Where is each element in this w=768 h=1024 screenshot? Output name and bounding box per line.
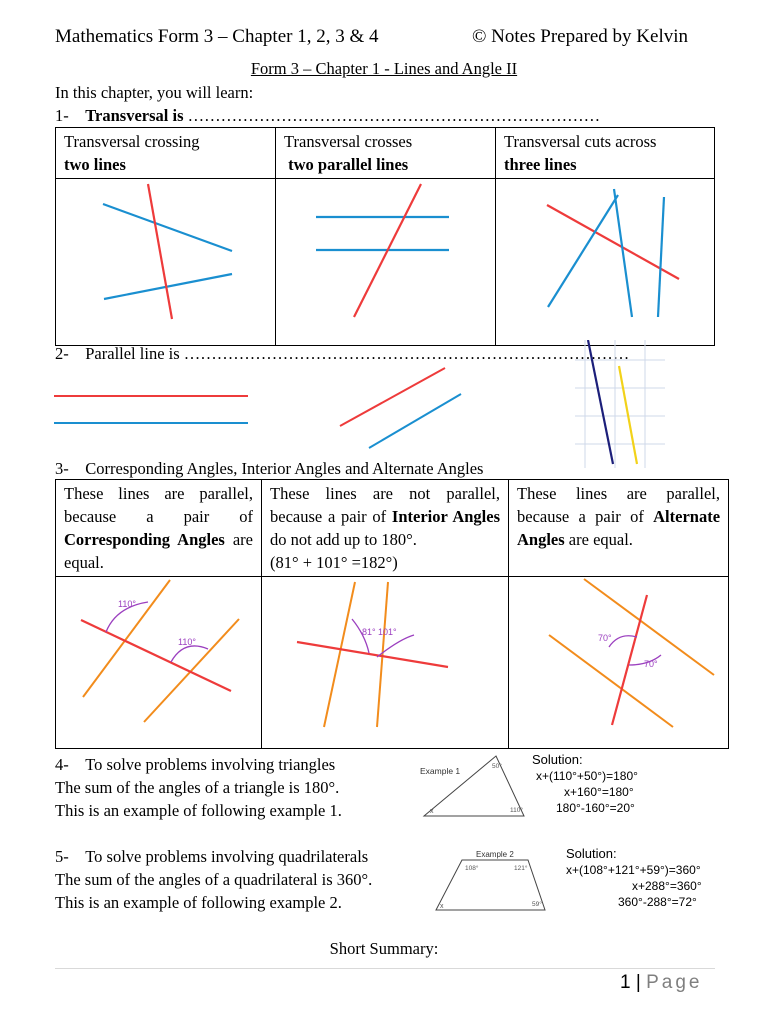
interior-figure-cell <box>262 577 509 749</box>
angle-label: 59° <box>532 901 542 908</box>
transversal-two-lines-figure <box>56 179 276 345</box>
item-3-heading: 3- Corresponding Angles, Interior Angles and Alternate Angles <box>55 459 484 478</box>
angle-label: 101° <box>378 627 397 637</box>
transversal-table <box>55 127 715 346</box>
table1-header-2: Transversal crosses two parallel lines <box>276 128 496 179</box>
solution-2: Solution: x+(108°+121°+59°)=360° x+288°=360° 360°-288°=72° <box>566 846 702 909</box>
item-1-heading: 1- Transversal is ………………………………………………………………… <box>55 106 601 125</box>
corresponding-angles-text: These lines are parallel, because a pair of Corresponding Angles are equal. <box>56 480 262 577</box>
item-5-text: 5- To solve problems involving quadrilaterals The sum of the angles of a quadrilateral is 360°. This is an example of following example 2. <box>55 847 373 912</box>
angle-label: 110° <box>178 637 196 647</box>
angle-label: 81° <box>362 627 376 637</box>
angles-table <box>55 479 729 749</box>
figure-parallel-lines <box>276 179 496 346</box>
angle-label: 121° <box>514 865 528 872</box>
alternate-angles-text: These lines are parallel, because a pair of Alternate Angles are equal. <box>509 480 729 577</box>
figure-two-lines <box>56 179 276 346</box>
figure-three-lines <box>496 179 715 346</box>
angle-label: 70° <box>644 659 658 669</box>
angle-label: x <box>430 808 434 815</box>
corresponding-angles-figure <box>56 577 262 748</box>
angle-label: 70° <box>598 633 612 643</box>
parallel-diagonal-figure <box>335 362 465 452</box>
table1-header-1: Transversal crossing two lines <box>56 128 276 179</box>
header-title: Mathematics Form 3 – Chapter 1, 2, 3 & 4 <box>55 26 379 47</box>
angle-label: x <box>440 903 444 910</box>
chapter-title: Form 3 – Chapter 1 - Lines and Angle II <box>250 59 518 78</box>
interior-angles-figure <box>262 577 509 748</box>
angle-label: 110° <box>118 599 136 609</box>
transversal-three-lines-figure <box>496 179 715 345</box>
footer-divider <box>55 968 715 969</box>
quadrilateral-example-figure <box>432 846 552 916</box>
alternate-angles-figure <box>509 577 729 748</box>
example-label: Example 1 <box>420 766 461 776</box>
corresponding-figure-cell <box>56 577 262 749</box>
item-2-heading: 2- Parallel line is ……………………………………………………………………… <box>55 344 630 363</box>
short-summary-heading: Short Summary: <box>329 939 439 958</box>
triangle-example-figure <box>418 752 530 824</box>
solution-1: Solution: x+(110°+50°)=180° x+160°=180° 180°-160°=20° <box>532 752 638 815</box>
interior-angles-text: These lines are not parallel, because a pair of Interior Angles do not add up to 180°. (81° + 101° =182°) <box>262 480 509 577</box>
table1-header-3: Transversal cuts across three lines <box>496 128 715 179</box>
alternate-figure-cell <box>509 577 729 749</box>
page-number: 1 | Page <box>620 972 703 993</box>
intro-text: In this chapter, you will learn: <box>55 83 254 102</box>
parallel-horizontal-figure <box>52 380 252 430</box>
angle-label: 50° <box>492 763 502 770</box>
angle-label: 110° <box>510 807 523 814</box>
transversal-parallel-figure <box>276 179 496 345</box>
example-label: Example 2 <box>476 850 514 859</box>
item-4-text: 4- To solve problems involving triangles The sum of the angles of a triangle is 180°. This is an example of following example 1. <box>55 755 342 820</box>
angle-label: 108° <box>465 865 479 872</box>
header-author: © Notes Prepared by Kelvin <box>472 26 688 47</box>
parallel-grid-figure <box>575 340 665 468</box>
